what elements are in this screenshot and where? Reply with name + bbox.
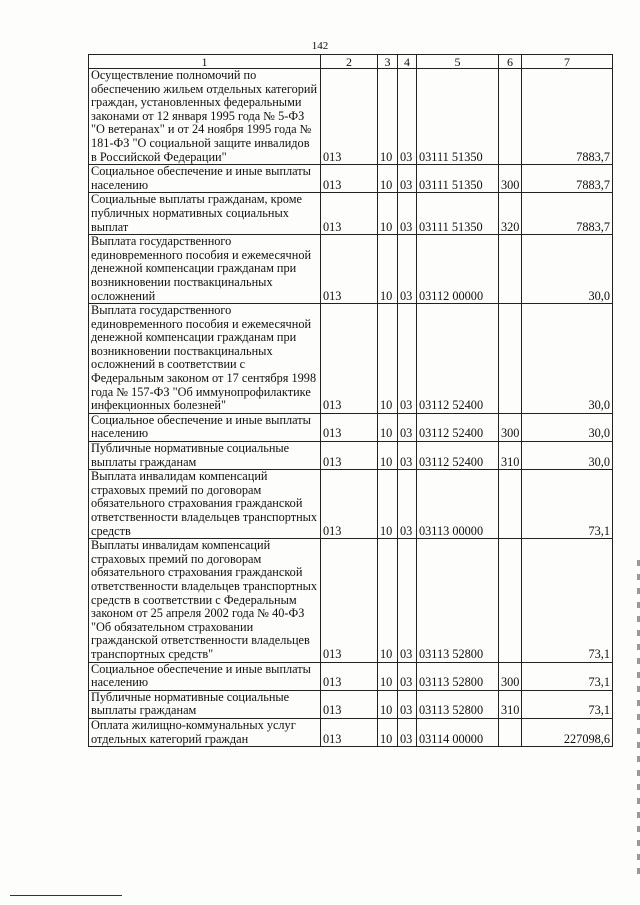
row-ministry-code: 013 <box>321 193 378 235</box>
row-section-code: 10 <box>378 442 398 470</box>
row-amount: 7883,7 <box>522 193 613 235</box>
row-target-code: 03113 52800 <box>417 690 499 718</box>
row-expense-type <box>499 718 522 746</box>
table-row <box>89 235 613 304</box>
row-target-code: 03113 00000 <box>417 470 499 539</box>
row-ministry-code: 013 <box>321 690 378 718</box>
row-expense-type: 300 <box>499 662 522 690</box>
row-amount: 73,1 <box>522 690 613 718</box>
row-ministry-code: 013 <box>321 235 378 304</box>
table-row <box>89 69 613 165</box>
row-ministry-code: 013 <box>321 539 378 662</box>
row-amount: 30,0 <box>522 413 613 441</box>
table-row <box>89 539 613 662</box>
footnote-separator <box>10 895 122 896</box>
row-target-code: 03112 52400 <box>417 304 499 414</box>
row-amount: 7883,7 <box>522 69 613 165</box>
column-header: 2 <box>321 55 378 69</box>
row-subsection-code: 03 <box>398 470 417 539</box>
row-target-code: 03111 51350 <box>417 193 499 235</box>
row-subsection-code: 03 <box>398 539 417 662</box>
table-row <box>89 304 613 414</box>
row-amount: 73,1 <box>522 470 613 539</box>
row-name: Публичные нормативные социальные выплаты гражданам <box>89 690 321 718</box>
row-subsection-code: 03 <box>398 442 417 470</box>
table-row <box>89 413 613 441</box>
row-target-code: 03112 52400 <box>417 442 499 470</box>
row-target-code: 03111 51350 <box>417 69 499 165</box>
page-number: 142 <box>311 40 329 52</box>
row-amount: 73,1 <box>522 662 613 690</box>
row-section-code: 10 <box>378 718 398 746</box>
row-ministry-code: 013 <box>321 304 378 414</box>
row-ministry-code: 013 <box>321 413 378 441</box>
row-subsection-code: 03 <box>398 235 417 304</box>
row-ministry-code: 013 <box>321 718 378 746</box>
row-section-code: 10 <box>378 193 398 235</box>
row-name: Публичные нормативные социальные выплаты гражданам <box>89 442 321 470</box>
row-expense-type: 300 <box>499 165 522 193</box>
column-number-row <box>89 55 613 69</box>
row-target-code: 03113 52800 <box>417 539 499 662</box>
row-amount: 7883,7 <box>522 165 613 193</box>
row-section-code: 10 <box>378 165 398 193</box>
row-subsection-code: 03 <box>398 165 417 193</box>
row-subsection-code: 03 <box>398 718 417 746</box>
column-header: 1 <box>89 55 321 69</box>
column-header: 3 <box>378 55 398 69</box>
table-row <box>89 165 613 193</box>
row-ministry-code: 013 <box>321 442 378 470</box>
row-name: Выплата инвалидам компенсаций страховых премий по договорам обязательного страхования гражданской ответственности владельцев транспортных средств <box>89 470 321 539</box>
row-target-code: 03113 52800 <box>417 662 499 690</box>
row-name: Выплаты инвалидам компенсаций страховых премий по договорам обязательного страхования гражданской ответственности владельцев транспортных средств в соответствии с Федеральным законом от 25 апреля 2002 года № 40-ФЗ "Об обязательном страховании гражданской ответственности владельцев транспортных средств" <box>89 539 321 662</box>
row-amount: 227098,6 <box>522 718 613 746</box>
table-row <box>89 470 613 539</box>
table-row <box>89 690 613 718</box>
row-target-code: 03111 51350 <box>417 165 499 193</box>
row-target-code: 03112 52400 <box>417 413 499 441</box>
row-expense-type <box>499 235 522 304</box>
row-section-code: 10 <box>378 470 398 539</box>
row-expense-type <box>499 539 522 662</box>
row-expense-type <box>499 69 522 165</box>
row-ministry-code: 013 <box>321 165 378 193</box>
row-expense-type: 310 <box>499 690 522 718</box>
column-header: 7 <box>522 55 613 69</box>
row-name: Социальное обеспечение и иные выплаты населению <box>89 413 321 441</box>
row-subsection-code: 03 <box>398 304 417 414</box>
row-name: Социальное обеспечение и иные выплаты населению <box>89 662 321 690</box>
column-header: 5 <box>417 55 499 69</box>
table-row <box>89 662 613 690</box>
row-name: Социальное обеспечение и иные выплаты населению <box>89 165 321 193</box>
row-expense-type: 300 <box>499 413 522 441</box>
row-amount: 30,0 <box>522 442 613 470</box>
row-expense-type <box>499 304 522 414</box>
column-header: 6 <box>499 55 522 69</box>
budget-table <box>88 54 613 747</box>
row-subsection-code: 03 <box>398 413 417 441</box>
row-section-code: 10 <box>378 662 398 690</box>
row-ministry-code: 013 <box>321 662 378 690</box>
row-name: Выплата государственного единовременного пособия и ежемесячной денежной компенсации гражданам при возникновении поствакцинальных осложнений <box>89 235 321 304</box>
row-name: Оплата жилищно-коммунальных услуг отдельных категорий граждан <box>89 718 321 746</box>
row-amount: 30,0 <box>522 304 613 414</box>
table-row <box>89 718 613 746</box>
row-name: Выплата государственного единовременного пособия и ежемесячной денежной компенсации гражданам при возникновении поствакцинальных осложнений в соответствии с Федеральным законом от 17 сентября 1998 года № 157-ФЗ "Об иммунопрофилактике инфекционных болезней" <box>89 304 321 414</box>
row-expense-type: 320 <box>499 193 522 235</box>
row-ministry-code: 013 <box>321 69 378 165</box>
column-header: 4 <box>398 55 417 69</box>
row-expense-type: 310 <box>499 442 522 470</box>
table-row <box>89 193 613 235</box>
row-section-code: 10 <box>378 304 398 414</box>
row-subsection-code: 03 <box>398 662 417 690</box>
row-subsection-code: 03 <box>398 193 417 235</box>
table-row <box>89 442 613 470</box>
row-name: Социальные выплаты гражданам, кроме публичных нормативных социальных выплат <box>89 193 321 235</box>
row-amount: 30,0 <box>522 235 613 304</box>
row-subsection-code: 03 <box>398 690 417 718</box>
row-subsection-code: 03 <box>398 69 417 165</box>
row-target-code: 03112 00000 <box>417 235 499 304</box>
row-section-code: 10 <box>378 413 398 441</box>
row-section-code: 10 <box>378 69 398 165</box>
row-amount: 73,1 <box>522 539 613 662</box>
row-section-code: 10 <box>378 235 398 304</box>
row-ministry-code: 013 <box>321 470 378 539</box>
row-section-code: 10 <box>378 539 398 662</box>
row-name: Осуществление полномочий по обеспечению жильем отдельных категорий граждан, установленных федеральными законами от 12 января 1995 года № 5-ФЗ "О ветеранах" и от 24 ноября 1995 года № 181-ФЗ "О социальной защите инвалидов в Российской Федерации" <box>89 69 321 165</box>
row-expense-type <box>499 470 522 539</box>
row-section-code: 10 <box>378 690 398 718</box>
row-target-code: 03114 00000 <box>417 718 499 746</box>
